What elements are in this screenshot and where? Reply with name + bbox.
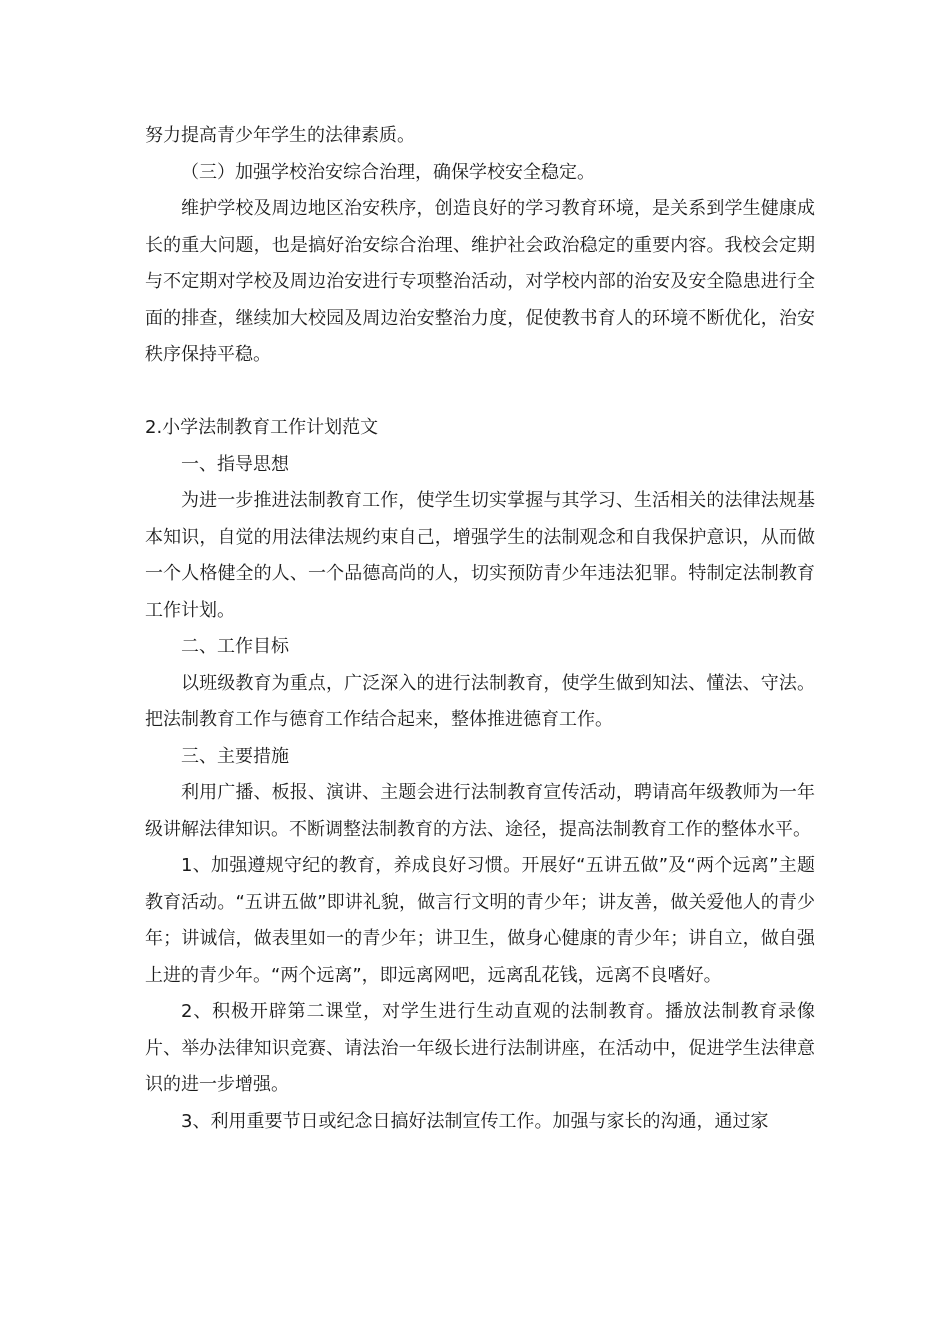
paragraph-measure-2: 2、积极开辟第二课堂，对学生进行生动直观的法制教育。播放法制教育录像片、举办法律知识竞赛、请法治一年级长进行法制讲座，在活动中，促进学生法律意识的进一步增强。 xyxy=(145,1001,815,1095)
paragraph-measure-1: 1、加强遵规守纪的教育，养成良好习惯。开展好“五讲五做”及“两个远离”主题教育活动。“五讲五做”即讲礼貌，做言行文明的青少年；讲友善，做关爱他人的青少年；讲诚信，做表里如一的青少年；讲卫生，做身心健康的青少年；讲自立，做自强上进的青少年。“两个远离”，即远离网吧，远离乱花钱，远离不良嗜好。 xyxy=(145,855,815,986)
paragraph-guiding-ideology: 为进一步推进法制教育工作，使学生切实掌握与其学习、生活相关的法律法规基本知识，自觉的用法律法规约束自己，增强学生的法制观念和自我保护意识，从而做一个人格健全的人、一个品德高尚的人，切实预防青少年违法犯罪。特制定法制教育工作计划。 xyxy=(145,490,815,621)
heading-main-measures: 三、主要措施 xyxy=(181,745,289,767)
subheading-school-security: （三）加强学校治安综合治理，确保学校安全稳定。 xyxy=(181,161,595,183)
section-title: 2.小学法制教育工作计划范文 xyxy=(145,417,379,438)
heading-guiding-ideology: 一、指导思想 xyxy=(181,453,289,475)
document-body xyxy=(145,118,815,1140)
paragraph-security-order: 维护学校及周边地区治安秩序，创造良好的学习教育环境，是关系到学生健康成长的重大问题，也是搞好治安综合治理、维护社会政治稳定的重要内容。我校会定期与不定期对学校及周边治安进行专项整治活动，对学校内部的治安及安全隐患进行全面的排查，继续加大校园及周边治安整治力度，促使教书育人的环境不断优化，治安秩序保持平稳。 xyxy=(145,198,815,365)
paragraph-work-goals: 以班级教育为重点，广泛深入的进行法制教育，使学生做到知法、懂法、守法。把法制教育工作与德育工作结合起来，整体推进德育工作。 xyxy=(145,672,815,730)
paragraph-gap xyxy=(145,374,815,411)
heading-work-goals: 二、工作目标 xyxy=(181,636,289,657)
paragraph-continuation: 努力提高青少年学生的法律素质。 xyxy=(145,125,415,146)
paragraph-measure-3: 3、利用重要节日或纪念日搞好法制宣传工作。加强与家长的沟通，通过家 xyxy=(181,1110,769,1132)
paragraph-main-measures: 利用广播、板报、演讲、主题会进行法制教育宣传活动，聘请高年级教师为一年级讲解法律知识。不断调整法制教育的方法、途径，提高法制教育工作的整体水平。 xyxy=(145,782,815,840)
